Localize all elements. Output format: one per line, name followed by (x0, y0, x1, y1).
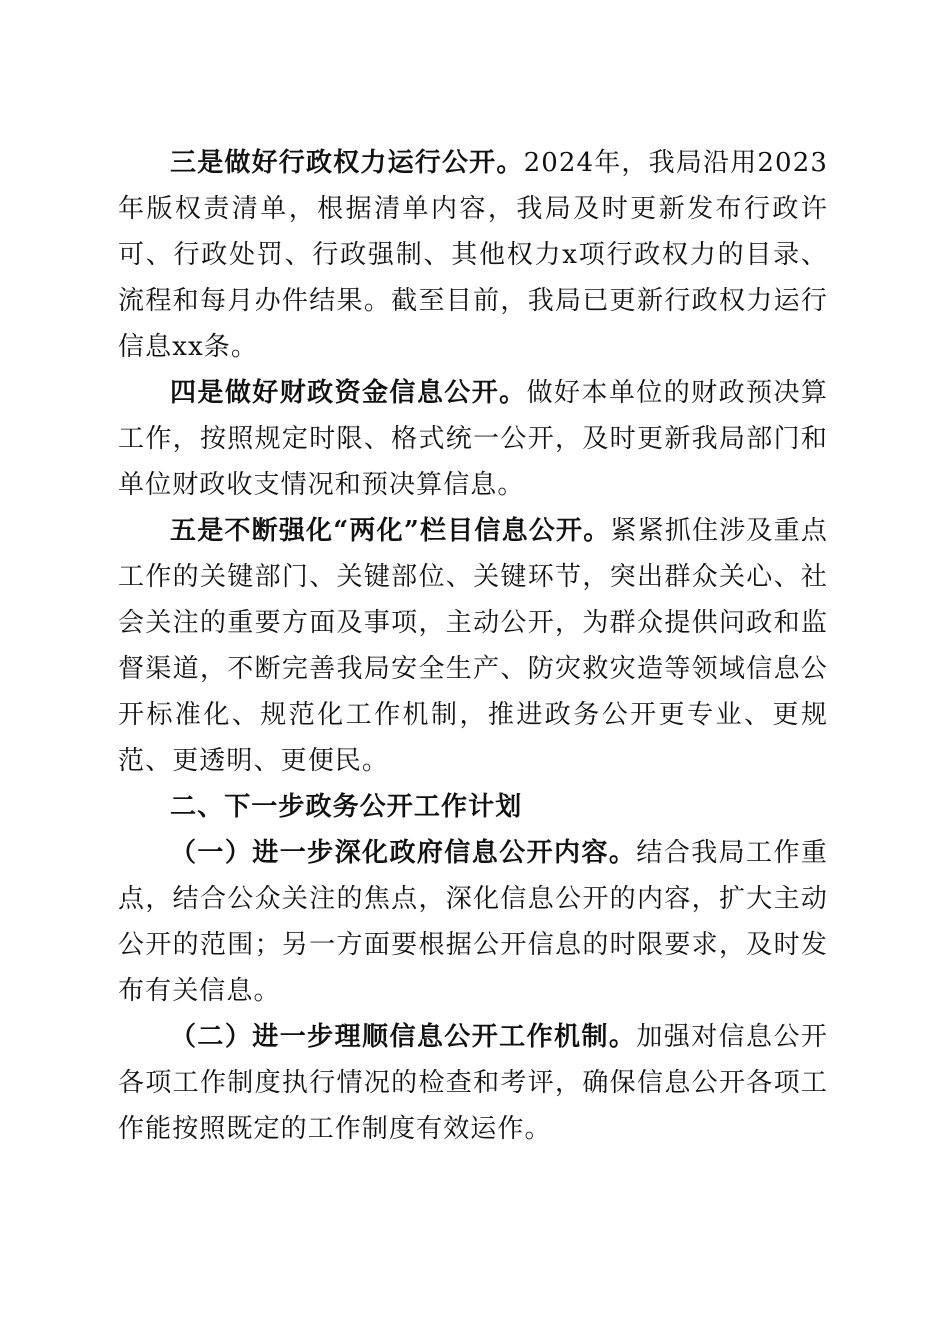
paragraph-lead: （二）进一步理顺信息公开工作机制。 (170, 1022, 637, 1052)
paragraph-text: 加强对信息公开各项工作制度执行情况的检查和考评，确保信息公开各项工作能按照既定的工作制度有效运作。 (118, 1022, 829, 1144)
paragraph-lead: （一）进一步深化政府信息公开内容。 (170, 838, 637, 868)
paragraph-text: 结合我局工作重点，结合公众关注的焦点，深化信息公开的内容，扩大主动公开的范围；另一方面要根据公开信息的时限要求，及时发布有关信息。 (118, 838, 829, 1006)
paragraph-text: 2024年，我局沿用2023年版权责清单，根据清单内容，我局及时更新发布行政许可、行政处罚、行政强制、其他权力x项行政权力的目录、流程和每月办件结果。截至目前，我局已更新行政权力运行信息xx条。 (118, 148, 828, 362)
paragraph-lead: 五是不断强化“两化”栏目信息公开。 (170, 516, 611, 546)
paragraph-column-disclosure (118, 508, 828, 784)
paragraph-text: 做好本单位的财政预决算工作，按照规定时限、格式统一公开，及时更新我局部门和单位财政收支情况和预决算信息。 (118, 378, 828, 500)
paragraph-streamline-mechanism (118, 1014, 828, 1152)
paragraph-deepen-disclosure (118, 830, 828, 1014)
paragraph-text: 紧紧抓住涉及重点工作的关键部门、关键部位、关键环节，突出群众关心、社会关注的重要方面及事项，主动公开，为群众提供问政和监督渠道，不断完善我局安全生产、防灾救灾造等领域信息公开标准化、规范化工作机制，推进政务公开更专业、更规范、更透明、更便民。 (118, 516, 828, 776)
paragraph-admin-power-disclosure (118, 140, 828, 370)
document-body (118, 140, 828, 1152)
section-heading: 二、下一步政务公开工作计划 (170, 792, 523, 822)
paragraph-finance-disclosure (118, 370, 828, 508)
paragraph-lead: 三是做好行政权力运行公开。 (170, 148, 524, 178)
paragraph-lead: 四是做好财政资金信息公开。 (170, 378, 527, 408)
